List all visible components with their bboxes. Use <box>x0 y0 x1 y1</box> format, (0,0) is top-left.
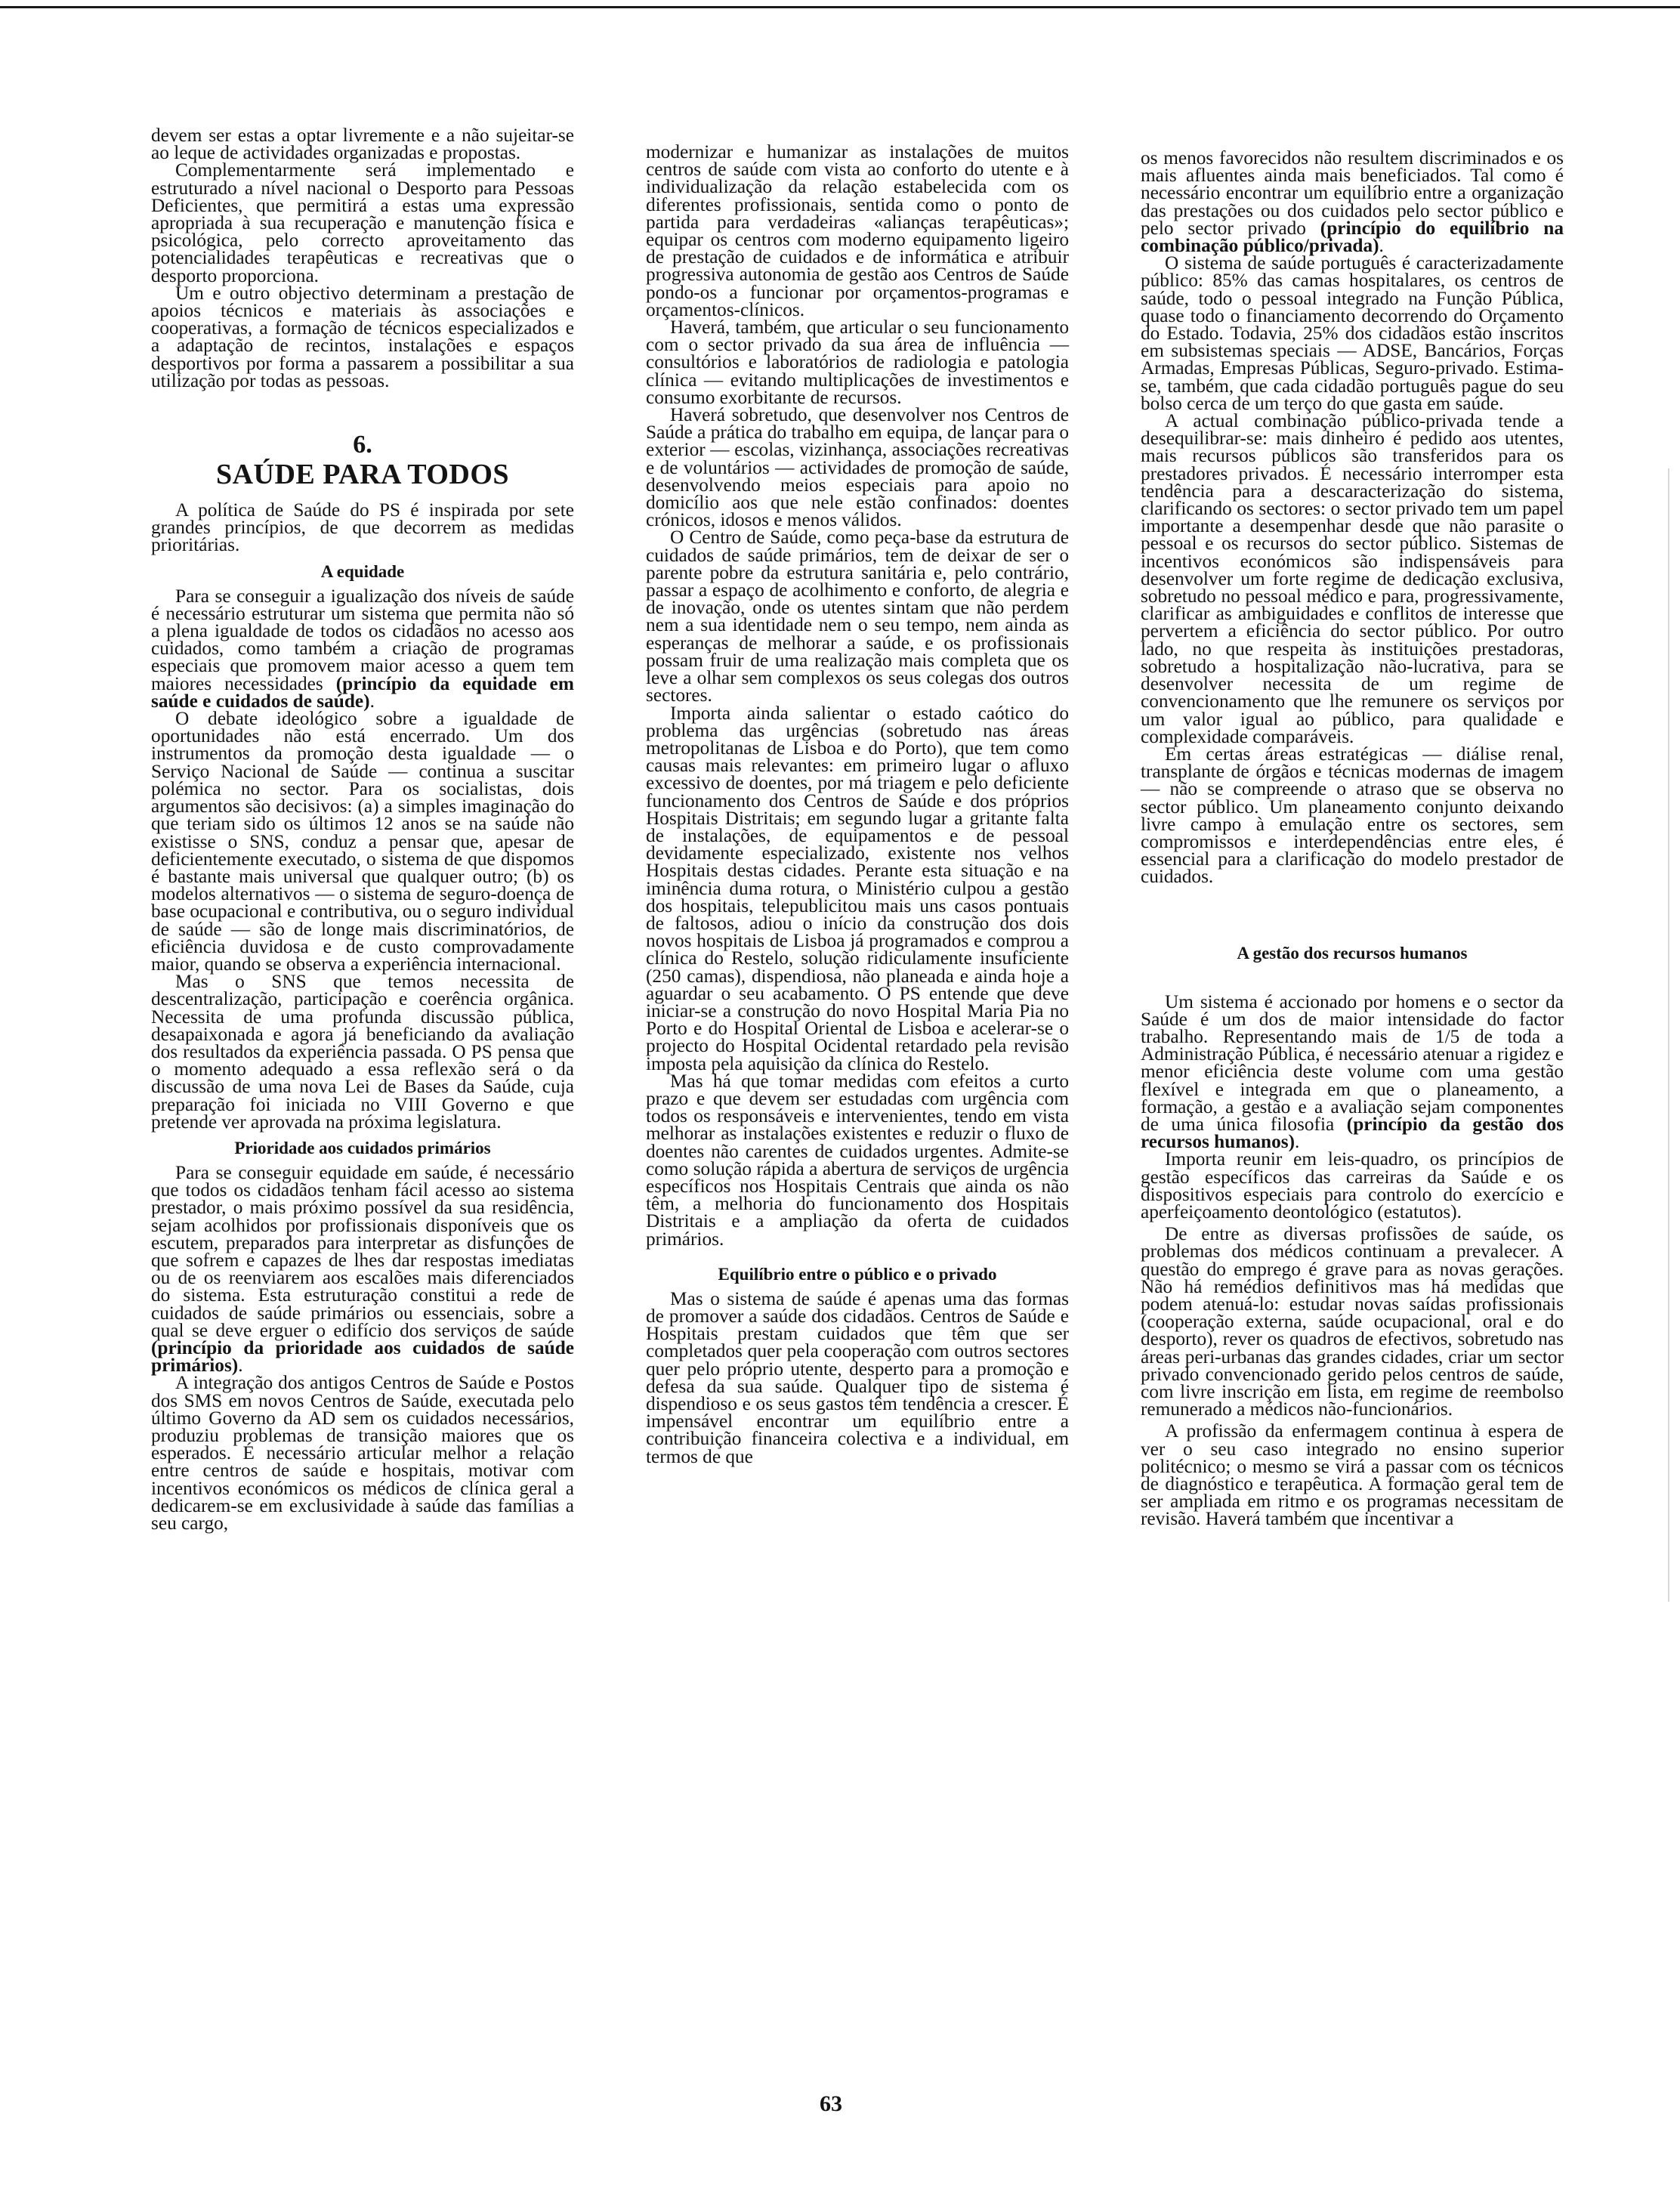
paragraph <box>1141 1420 1564 1530</box>
paragraph-text: A actual combinação público-privada tende a desequilibrar-se: mais dinheiro é pedido aos utentes, mais recursos públicos são transferidos para os prestadores privados. É necessário interromper esta tendência para a descaracterização do sistema, clarificando os sectores: o sector privado tem um papel importante a desempenhar desde que não parasite o pessoal e os recursos do sector público. Sistemas de incentivos económicos são indispensáveis para desenvolver um forte regime de dedicação exclusiva, sobretudo no pessoal médico e para, progressivamente, clarificar as ambiguidades e conflitos de interesse que pervertem a eficiência do sector público. Por outro lado, no que respeita às instituições prestadoras, sobretudo a hospitalização não-lucrativa, para se desenvolver necessita de um regime de convencionamento que lhe remunere os serviços por um valor igual ao público, para qualidade e complexidade comparáveis. <box>1141 410 1564 747</box>
paragraph <box>1141 410 1564 747</box>
paragraph-text: Mas há que tomar medidas com efeitos a curto prazo e que devem ser estudadas com urgência com todos os responsáveis e intervenientes, tendo em vista melhorar as instalações existentes e reduzir o fluxo de doentes não carentes de cuidados urgentes. Admite-se como solução rápida a abertura de serviços de urgência específicos nos Hospitais Centrais que ainda os não têm, a melhoria do funcionamento dos Hospitais Distritais e a ampliação da oferta de cuidados primários. <box>646 1070 1069 1250</box>
paragraph <box>646 141 1069 320</box>
principle-emphasis: (princípio da gestão dos recursos humanos) <box>1141 1113 1564 1153</box>
paragraph <box>646 1287 1069 1467</box>
paragraph-text: Importa ainda salientar o estado caótico do problema das urgências (sobretudo nas áreas metropolitanas de Lisboa e do Porto), que tem como causas mais relevantes: em primeiro lugar o afluxo excessivo de doentes, por má triagem e pelo deficiente funcionamento dos Centros de Saúde e dos próprios Hospitais Distritais; em segundo lugar a gritante falta de instalações, de equipamentos e de pessoal devidamente especializado, existente nos velhos Hospitais destas cidades. Perante esta situação e na iminência duma rotura, o Ministério culpou a gestão dos hospitais, telepublicitou mais uns casos pontuais de faltosos, adiou o início da construção dos dois novos hospitais de Lisboa já programados e comprou a clínica do Restelo, solução ridiculamente insuficiente (250 camas), dispendiosa, não planeada e ainda hoje a aguardar o seu acabamento. O PS entende que deve iniciar-se a construção do novo Hospital Maria Pia no Porto e do Hospital Oriental de Lisboa e acelerar-se o projecto do Hospital Ocidental retardado pela revisão imposta pela aquisição da clínica do Restelo. <box>646 702 1069 1074</box>
subsection-heading: A equidade <box>320 561 405 581</box>
paragraph-text: Um sistema é accionado por homens e o sector da Saúde é um dos de maior intensidade do factor trabalho. Representando mais de 1/5 de toda a Administração Pública, é necessário atenuar a rigidez e menor eficiência deste volume com uma gestão flexível e integrada em que o planeamento, a formação, a gestão e a avaliação sejam componentes de uma única filosofia <box>1141 990 1564 1135</box>
subsection-heading: Prioridade aos cuidados primários <box>234 1138 491 1157</box>
column-2 <box>646 141 1069 1467</box>
subsection-heading: A gestão dos recursos humanos <box>1237 943 1468 963</box>
paragraph <box>151 127 574 162</box>
paragraph <box>151 585 574 712</box>
paragraph <box>151 499 574 556</box>
paragraph <box>1141 743 1564 888</box>
paragraph-text: devem ser estas a optar livremente e a não sujeitar-se ao leque de actividades organizadas e propostas. <box>151 125 574 164</box>
paragraph <box>1141 990 1564 1153</box>
paragraph <box>646 702 1069 1074</box>
paragraph <box>151 1374 574 1532</box>
page-number: 63 <box>820 2091 842 2116</box>
paragraph-text: os menos favorecidos não resultem discriminados e os mais afluentes ainda mais beneficiados. Tal como é necessário encontrar um equilíbrio entre a organização das prestações ou dos cuidados pelo sector público e pelo sector privado <box>1141 147 1564 239</box>
paragraph <box>1141 252 1564 414</box>
paragraph <box>646 1070 1069 1250</box>
paragraph-text: A política de Saúde do PS é inspirada por sete grandes princípios, de que decorrem as medidas prioritárias. <box>151 499 574 556</box>
paragraph-text: Mas o sistema de saúde é apenas uma das formas de promover a saúde dos cidadãos. Centros de Saúde e Hospitais prestam cuidados que têm que ser completados quer pela cooperação com outros sectores quer pelo próprio utente, desperto para a promoção e defesa da sua saúde. Qualquer tipo de sistema é dispendioso e os seus gastos têm tendência a crescer. É impensável encontrar um equilíbrio entre a contribuição financeira colectiva e a individual, em termos de que <box>646 1287 1069 1467</box>
paragraph-text: Para se conseguir equidade em saúde, é necessário que todos os cidadãos tenham fácil acesso ao sistema prestador, o mais próximo possível da sua residência, sejam acolhidos por profissionais disponíveis que os escutem, preparados para interpretar as disfunções de que sofrem e capazes de lhes dar respostas imediatas ou de os reenviarem aos escalões mais diferenciados do sistema. Esta estruturação constitui a rede de cuidados de saúde primários ou essenciais, sobre a qual se deve erguer o edifício dos serviços de saúde <box>151 1161 574 1341</box>
paragraph-text: Haverá sobretudo, que desenvolver nos Centros de Saúde a prática do trabalho em equipa, de lançar para o exterior — escolas, vizinhança, associações recreativas e de voluntários — actividades de promoção de saúde, desenvolvendo meios especiais para apoio no domicílio aos que nele estão confinados: doentes crónicos, idosos e menos válidos. <box>646 404 1069 531</box>
paragraph-text: Importa reunir em leis-quadro, os princípios de gestão específicos das carreiras da Saúde e os dispositivos especiais para controlo do exercício e aperfeiçoamento deontológico (estatutos). <box>1141 1148 1564 1222</box>
paragraph <box>1141 1225 1564 1418</box>
paragraph <box>151 710 574 973</box>
paragraph-tail: . <box>1295 1131 1300 1153</box>
paragraph <box>1141 147 1564 257</box>
document-page <box>151 127 1586 2061</box>
section-number: 6. <box>353 431 372 459</box>
paragraph-tail: . <box>1379 235 1384 257</box>
subsection-heading: Equilíbrio entre o público e o privado <box>718 1264 997 1284</box>
paragraph-text: O debate ideológico sobre a igualdade de oportunidades não está encerrado. Um dos instrumentos da promoção desta igualdade — o Serviço Nacional de Saúde — continua a suscitar polémica no sector. Para os socialistas, dois argumentos são decisivos: (a) a simples imaginação do que teriam sido os últimos 12 anos se na saúde não existisse o SNS, conduz a pensar que, apesar de deficientemente executado, o sistema de que dispomos é bastante mais universal que qualquer outro; (b) os modelos alternativos — o sistema de seguro-doença de base ocupacional e contributiva, ou o seguro individual de saúde — são de longe mais discriminatórios, de eficiência duvidosa e de custo comprovadamente maior, quando se observa a experiência internacional. <box>151 708 574 975</box>
paragraph-text: Mas o SNS que temos necessita de descentralização, participação e coerência orgânica. Necessita de uma profunda discussão pública, desapaixonada e agora já beneficiando da avaliação dos resultados da experiência passada. O PS pensa que o momento adequado a essa reflexão será o da discussão de uma nova Lei de Bases da Saúde, cuja preparação foi iniciada no VIII Governo e que pretende ver aprovada na próxima legislatura. <box>151 971 574 1133</box>
paragraph-text: A integração dos antigos Centros de Saúde e Postos dos SMS em novos Centros de Saúde, executada pelo último Governo da AD sem os cuidados necessários, produziu problemas de transição maiores que os esperados. É necessário articular melhor a relação entre centros de saúde e hospitais, motivar com incentivos económicos os médicos de clínica geral a dedicarem-se em exclusividade à saúde das famílias a seu cargo, <box>151 1372 574 1534</box>
paragraph-text: O Centro de Saúde, como peça-base da estrutura de cuidados de saúde primários, tem de deixar de ser o parente pobre da estrutura sanitária e, pelo contrário, passar a espaço de acolhimento e conforto, de alegria e de inovação, onde os utentes sintam que não perdem nem a sua identidade nem o seu tempo, nem ainda as esperanças de melhorar a saúde, e os profissionais possam fruir de uma realização mais completa que os leve a olhar sem complexos os seus colegas dos outros sectores. <box>646 527 1069 706</box>
section-title: SAÚDE PARA TODOS <box>215 459 510 491</box>
top-border-rule <box>0 6 1680 8</box>
paragraph <box>151 973 574 1131</box>
paragraph-text: Em certas áreas estratégicas — diálise renal, transplante de órgãos e técnicas modernas de imagem — não se compreende o atraso que se observa no sector público. Um planeamento conjunto deixando livre campo à emulação entre os sectores, sem compromissos e interdependências entre eles, é essencial para a clarificação do modelo prestador de cuidados. <box>1141 743 1564 888</box>
principle-emphasis: (princípio do equilíbrio na combinação público/privada) <box>1141 217 1564 257</box>
principle-emphasis: (princípio da prioridade aos cuidados de saúde primários) <box>151 1337 574 1377</box>
paragraph <box>1141 1148 1564 1222</box>
paragraph-text: O sistema de saúde português é caracterizadamente público: 85% das camas hospitalares, os centros de saúde, todo o pessoal integrado na Função Pública, quase todo o financiamento decorrendo do Orçamento do Estado. Todavia, 25% dos cidadãos estão inscritos em subsistemas speciais — ADSE, Bancários, Forças Armadas, Empresas Públicas, Seguro-privado. Estima-se, também, que cada cidadão português pague do seu bolso cerca de um terço do que gasta em saúde. <box>1141 252 1564 414</box>
paragraph-text: Um e outro objectivo determinam a prestação de apoios técnicos e materiais às associações e cooperativas, a formação de técnicos especializados e a adaptação de recintos, instalações e espaços desportivos por forma a passarem a possibilitar a sua utilização por todas as pessoas. <box>151 282 574 391</box>
paragraph <box>151 1161 574 1377</box>
principle-emphasis: (princípio da equidade em saúde e cuidados de saúde) <box>151 672 574 712</box>
column-1 <box>151 127 574 1532</box>
paragraph <box>646 529 1069 704</box>
paragraph-text: modernizar e humanizar as instalações de muitos centros de saúde com vista ao conforto do utente e à individualização da relação estabelecida com os diferentes profissionais, sentida como o ponto de partida para verdadeiras «alianças terapêuticas»; equipar os centros com moderno equipamento ligeiro de prestação de cuidados e de informática e atribuir progressiva autonomia de gestão aos Centros de Saúde pondo-os a funcionar por orçamentos-programas e orçamentos-clínicos. <box>646 141 1069 320</box>
paragraph-text: Haverá, também, que articular o seu funcionamento com o sector privado da sua área de influência — consultórios e laboratórios de radiologia e patologia clínica — evitando multiplicações de investimentos e consumo exorbitante de recursos. <box>646 317 1069 408</box>
paragraph-text: Para se conseguir a igualização dos níveis de saúde é necessário estruturar um sistema que permita não só a plena igualdade de todos os cidadãos no acesso aos cuidados, como também a criação de programas especiais que promovem maior acesso a quem tem maiores necessidades <box>151 585 574 694</box>
paragraph <box>646 406 1069 529</box>
paragraph-tail: . <box>369 690 375 712</box>
paragraph <box>151 159 574 286</box>
paragraph-text: Complementarmente será implementado e estruturado a nível nacional o Desporto para Pessoas Deficientes, que permitirá a estas uma expressão apropriada à sua recuperação e manutenção física e psicológica, pelo correcto aproveitamento das potencialidades terapêuticas e recreativas que o desporto proporciona. <box>151 159 574 286</box>
page-edge-shadow <box>1668 468 1669 1602</box>
paragraph <box>151 282 574 391</box>
paragraph <box>646 319 1069 406</box>
paragraph-text: De entre as diversas profissões de saúde, os problemas dos médicos continuam a prevalecer. A questão do emprego é grave para as novas gerações. Não há remédios definitivos mas há medidas que podem atenuá-lo: estudar novas saídas profissionais (cooperação externa, saúde ocupacional, oral e do desporto), rever os quadros de efectivos, sobretudo nas áreas peri-urbanas das grandes cidades, criar um sector privado convencionado gerido pelos centros de saúde, com livre inscrição em lista, em regime de reembolso remunerado a médicos não-funcionários. <box>1141 1223 1564 1420</box>
column-3 <box>1141 147 1564 1530</box>
paragraph-tail: . <box>238 1355 243 1377</box>
paragraph-text: A profissão da enfermagem continua à espera de ver o seu caso integrado no ensino superior politécnico; o mesmo se virá a passar com os técnicos de diagnóstico e terapêutica. A formação geral tem de ser ampliada em ritmo e os programas necessitam de revisão. Haverá também que incentivar a <box>1141 1420 1564 1530</box>
